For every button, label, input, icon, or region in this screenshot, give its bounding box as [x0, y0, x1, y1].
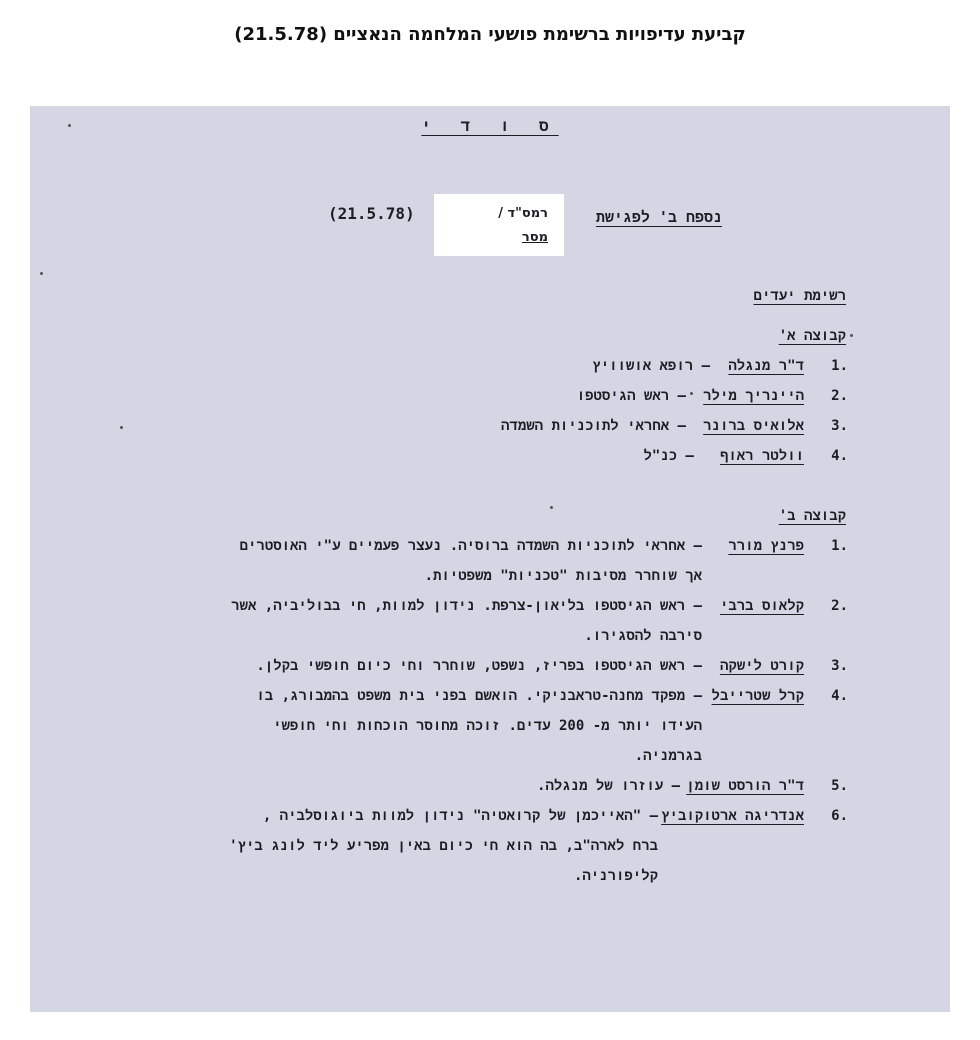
group-a-item-name: ד"ר מנגלה — [728, 358, 804, 374]
scanned-document — [30, 106, 950, 1012]
group-a-item-description: – רופא אושוויץ — [592, 358, 710, 374]
group-b-item-name: אנדריגה ארטוקוביץ — [661, 808, 804, 824]
scan-speck — [40, 272, 43, 275]
group-b-item-number: 4. — [831, 688, 848, 704]
group-b-item-line: – אחראי לתוכניות השמדה ברוסיה. נעצר פעמיים ע"י האוסטרים — [239, 538, 702, 554]
scan-speck — [850, 334, 853, 337]
group-b-item-number: 5. — [831, 778, 848, 794]
target-list-title: רשימת יעדים — [753, 288, 846, 304]
group-b-item-number: 1. — [831, 538, 848, 554]
group-b-item-number: 6. — [831, 808, 848, 824]
paper-title: נספח ב' לפגישת — [595, 208, 722, 226]
group-a-item-description: – כנ"ל — [643, 448, 694, 464]
group-a-title: קבוצה א' — [778, 328, 846, 344]
group-b-title: קבוצה ב' — [778, 508, 846, 524]
redaction-line-1: רמס"ד / — [498, 206, 548, 221]
group-b-item-line: – "האייכמן של קרואטיה" נידון למוות ביוגוסלביה , — [262, 808, 658, 824]
document-caption: קביעת עדיפויות ברשימת פושעי המלחמה הנאציים (21.5.78) — [234, 24, 746, 45]
group-b-item-name: ד"ר הורסט שומן — [686, 778, 804, 794]
group-a-item-number: 3. — [831, 418, 848, 434]
scan-speck — [120, 426, 123, 429]
group-a-item-name: וולטר ראוף — [719, 448, 804, 464]
group-b-item-line: – עוזרו של מנגלה. — [537, 778, 680, 794]
group-b-item-line: בגרמניה. — [634, 748, 702, 764]
group-b-item-name: קרל שטרייבל — [711, 688, 804, 704]
scan-speck — [550, 506, 553, 509]
group-b-item-line: סירבה להסגירו. — [584, 628, 702, 644]
group-b-item-line: העידו יותר מ- 200 עדים. זוכה מחוסר הוכחות וחי חופשי — [273, 718, 702, 734]
group-b-item-line: קליפורניה. — [573, 868, 658, 884]
group-b-item-line: – ראש הגיסטפו בליאון-צרפת. נידון למוות, חי בבוליביה, אשר — [231, 598, 702, 614]
scan-speck — [68, 124, 71, 127]
group-b-item-name: קורט לישקה — [719, 658, 804, 674]
scan-speck — [690, 392, 693, 395]
redaction-line-2: מסר — [521, 230, 548, 245]
group-b-item-name: פרנץ מורר — [728, 538, 804, 554]
group-b-item-line: – ראש הגיסטפו בפריז, נשפט, שוחרר וחי כיום חופשי בקלן. — [256, 658, 702, 674]
group-b-item-name: קלאוס ברבי — [719, 598, 804, 614]
paper-date: (21.5.78) — [328, 204, 415, 223]
group-a-item-number: 4. — [831, 448, 848, 464]
redaction-box — [434, 194, 564, 256]
group-b-item-number: 3. — [831, 658, 848, 674]
group-b-item-number: 2. — [831, 598, 848, 614]
group-a-item-description: – אחראי לתוכניות השמדה — [501, 418, 686, 434]
group-b-item-line: ברח לארה"ב, בה הוא חי כיום באין מפריע ליד לונג ביץ' — [229, 838, 658, 854]
group-b-item-line: – מפקד מחנה-טראבניקי. הואשם בפני בית משפט בהמבורג, בו — [256, 688, 702, 704]
group-a-item-name: היינריך מילר — [703, 388, 804, 404]
group-a-item-number: 2. — [831, 388, 848, 404]
group-a-item-number: 1. — [831, 358, 848, 374]
group-a-item-description: – ראש הגיסטפו — [576, 388, 686, 404]
group-a-item-name: אלואיס ברונר — [703, 418, 804, 434]
group-b-item-line: אך שוחרר מסיבות "טכניות" משפטיות. — [424, 568, 702, 584]
classification-stamp: ס ו ד י — [421, 116, 559, 135]
